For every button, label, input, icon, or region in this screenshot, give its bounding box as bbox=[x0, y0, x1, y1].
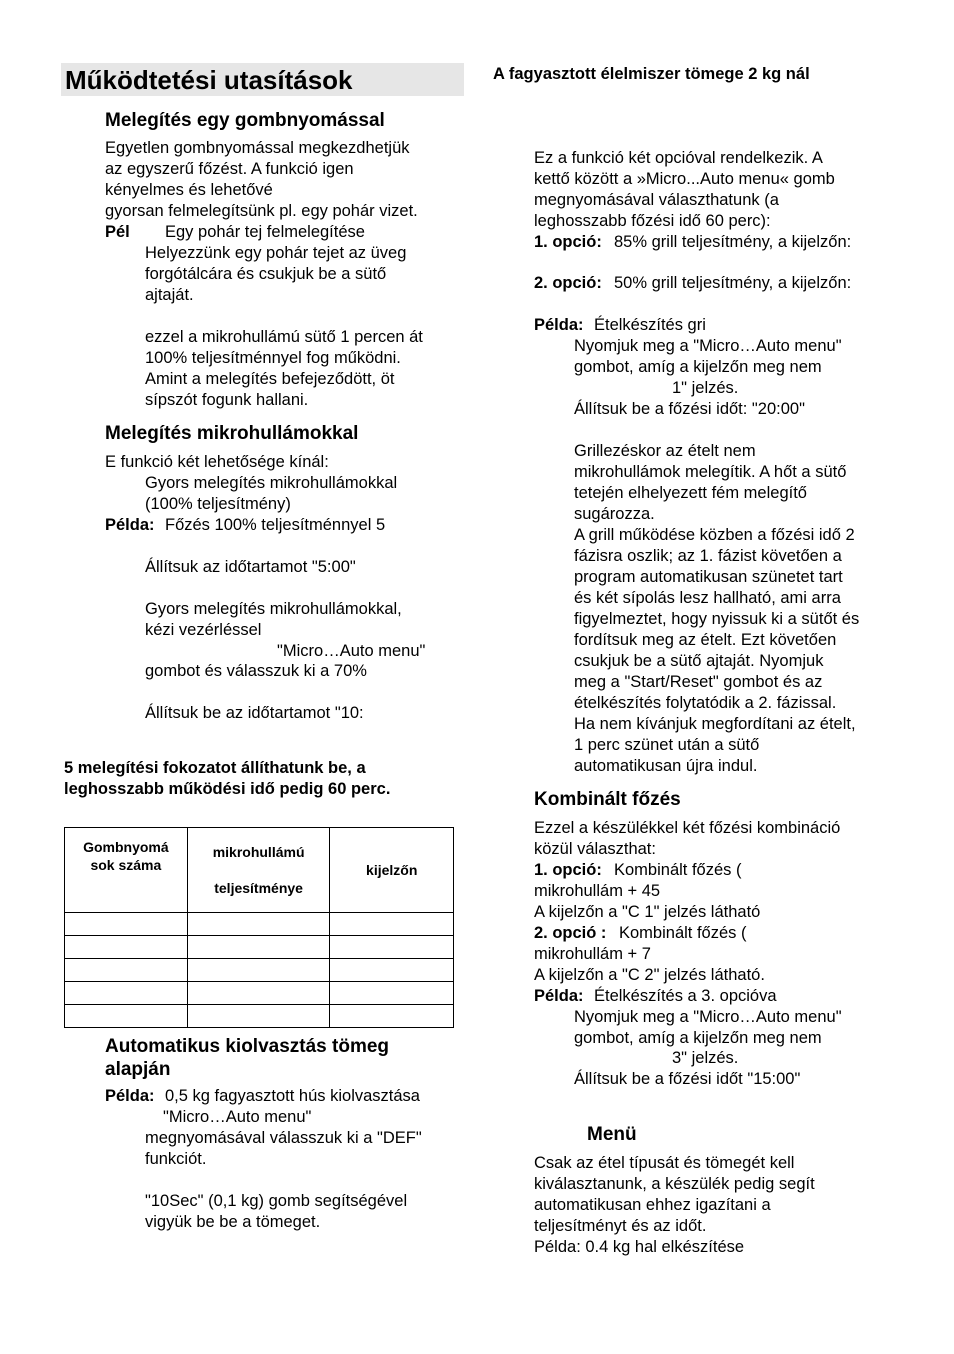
table-row bbox=[65, 959, 454, 982]
paragraph-line: 100% teljesítménnyel fog működni. bbox=[145, 349, 401, 367]
paragraph-line: funkciót. bbox=[145, 1150, 207, 1168]
paragraph-line: Csak az étel típusát és tömegét kell bbox=[534, 1154, 795, 1172]
paragraph-line: tetején elhelyezett fém melegítő bbox=[574, 484, 807, 502]
paragraph-line: teljesítményt és az időt. bbox=[534, 1217, 707, 1235]
table-header-line: sok száma bbox=[90, 857, 162, 873]
paragraph-line: gyorsan felmelegítsünk pl. egy pohár vizet. bbox=[105, 202, 418, 220]
paragraph-line: Helyezzünk egy pohár tejet az üveg bbox=[145, 244, 407, 262]
option-label: 2. opció: bbox=[534, 274, 602, 292]
paragraph-line: automatikusan ehhez igazítani a bbox=[534, 1196, 771, 1214]
paragraph-line: közül választhat: bbox=[534, 840, 656, 858]
top-note: A fagyasztott élelmiszer tömege 2 kg nál bbox=[493, 65, 810, 83]
example-label: Pél bbox=[105, 223, 130, 241]
table-row bbox=[65, 982, 454, 1005]
table-cell bbox=[187, 913, 330, 936]
paragraph-line: mikrohullámok melegítik. A hőt a sütő bbox=[574, 463, 847, 481]
page-title: Működtetési utasítások bbox=[65, 65, 353, 95]
example-text: Ételkészítés gri bbox=[594, 316, 706, 334]
paragraph-line: 1 perc szünet után a sütő bbox=[574, 736, 760, 754]
table-cell bbox=[187, 936, 330, 959]
table-header-line: teljesítménye bbox=[214, 880, 303, 896]
table-header: kijelzőn bbox=[330, 828, 454, 913]
power-level-table bbox=[64, 827, 454, 1028]
paragraph-line: gombot, amíg a kijelzőn meg nem bbox=[574, 1029, 822, 1047]
table-header bbox=[65, 828, 188, 913]
table-cell bbox=[65, 982, 188, 1005]
paragraph-line: forgótálcára és csukjuk be a sütő bbox=[145, 265, 387, 283]
table-cell bbox=[65, 936, 188, 959]
example-text: Ételkészítés a 3. opcióva bbox=[594, 987, 777, 1005]
table-cell bbox=[330, 982, 454, 1005]
paragraph-line: megnyomásával válasszuk ki a "DEF" bbox=[145, 1129, 422, 1147]
table-cell bbox=[187, 1005, 330, 1028]
option-text: Kombinált főzés ( bbox=[619, 924, 747, 942]
paragraph-line: program automatikusan szünetet tart bbox=[574, 568, 843, 586]
table-row bbox=[65, 1005, 454, 1028]
table-cell bbox=[330, 913, 454, 936]
section-heading-menu: Menü bbox=[587, 1124, 637, 1145]
section-heading-combo: Kombinált főzés bbox=[534, 789, 681, 810]
paragraph-line: kiválasztanunk, a készülék pedig segít bbox=[534, 1175, 815, 1193]
table-cell bbox=[187, 982, 330, 1005]
table-header-line: Gombnyomá bbox=[83, 839, 169, 855]
paragraph-line: vigyük be be a tömeget. bbox=[145, 1213, 321, 1231]
paragraph-line: sípszót fogunk hallani. bbox=[145, 391, 309, 409]
paragraph-line: Amint a melegítés befejeződött, öt bbox=[145, 370, 395, 388]
example-label: Példa: bbox=[534, 987, 584, 1005]
table-header bbox=[187, 828, 330, 913]
paragraph-line: mikrohullám + 7 bbox=[534, 945, 651, 963]
paragraph-line: gombot és válasszuk ki a 70% bbox=[145, 662, 367, 680]
paragraph-line: ajtaját. bbox=[145, 286, 194, 304]
option-text: 85% grill teljesítmény, a kijelzőn: bbox=[614, 233, 852, 251]
paragraph-line: 3" jelzés. bbox=[672, 1049, 739, 1067]
paragraph-line: Ha nem kívánjuk megfordítani az ételt, bbox=[574, 715, 856, 733]
paragraph-line: ezzel a mikrohullámú sütő 1 percen át bbox=[145, 328, 423, 346]
paragraph-line: Állítsuk be a főzési időt: "20:00" bbox=[574, 400, 805, 418]
example-label: Példa: bbox=[534, 316, 584, 334]
example-text: 0,5 kg fagyasztott hús kiolvasztása bbox=[165, 1087, 420, 1105]
paragraph-line: Állítsuk be az időtartamot "10: bbox=[145, 704, 364, 722]
paragraph-line: Grillezéskor az ételt nem bbox=[574, 442, 756, 460]
paragraph-line: és két sípolás lesz hallható, ami arra bbox=[574, 589, 841, 607]
paragraph-line: Nyomjuk meg a "Micro…Auto menu" bbox=[574, 337, 842, 355]
paragraph-line: "10Sec" (0,1 kg) gomb segítségével bbox=[145, 1192, 408, 1210]
table-cell bbox=[65, 959, 188, 982]
table-row bbox=[65, 936, 454, 959]
bold-note-line: 5 melegítési fokozatot állíthatunk be, a bbox=[64, 759, 366, 777]
table-cell bbox=[330, 1005, 454, 1028]
option-text: Kombinált főzés ( bbox=[614, 861, 742, 879]
paragraph-line: sugározza. bbox=[574, 505, 655, 523]
table-cell bbox=[330, 959, 454, 982]
paragraph-line: Nyomjuk meg a "Micro…Auto menu" bbox=[574, 1008, 842, 1026]
paragraph-line: A kijelzőn a "C 1" jelzés látható bbox=[534, 903, 761, 921]
example-text: Egy pohár tej felmelegítése bbox=[165, 223, 365, 241]
example-label: Példa: bbox=[105, 516, 155, 534]
paragraph-line: Gyors melegítés mikrohullámokkal bbox=[145, 474, 398, 492]
table-row bbox=[65, 913, 454, 936]
paragraph-line: A kijelzőn a "C 2" jelzés látható. bbox=[534, 966, 765, 984]
paragraph-line: Példa: 0.4 kg hal elkészítése bbox=[534, 1238, 745, 1256]
table-cell bbox=[65, 1005, 188, 1028]
paragraph-line: "Micro…Auto menu" bbox=[277, 642, 426, 660]
paragraph-line: megnyomásával választhatunk (a bbox=[534, 191, 779, 209]
paragraph-line: Egyetlen gombnyomással megkezdhetjük bbox=[105, 139, 410, 157]
paragraph-line: automatikusan újra indul. bbox=[574, 757, 758, 775]
paragraph-line: Állítsuk az időtartamot "5:00" bbox=[145, 558, 356, 576]
paragraph-line: kézi vezérléssel bbox=[145, 621, 262, 639]
paragraph-line: Gyors melegítés mikrohullámokkal, bbox=[145, 600, 402, 618]
table-header-line: mikrohullámú bbox=[212, 844, 305, 860]
paragraph-line: gombot, amíg a kijelzőn meg nem bbox=[574, 358, 822, 376]
paragraph-line: Ezzel a készülékkel két főzési kombináció bbox=[534, 819, 841, 837]
paragraph-line: Állítsuk be a főzési időt "15:00" bbox=[574, 1070, 801, 1088]
option-label: 1. opció: bbox=[534, 233, 602, 251]
paragraph-line: csukjuk be a sütő ajtaját. Nyomjuk bbox=[574, 652, 824, 670]
section-heading-defrost: Automatikus kiolvasztás tömeg bbox=[105, 1036, 390, 1057]
paragraph-line: (100% teljesítmény) bbox=[145, 495, 291, 513]
paragraph-line: figyelmeztet, hogy nyissuk ki a sütőt és bbox=[574, 610, 860, 628]
paragraph-line: meg a "Start/Reset" gombot és az bbox=[574, 673, 823, 691]
option-label: 1. opció: bbox=[534, 861, 602, 879]
paragraph-line: A grill működése közben a főzési idő 2 bbox=[574, 526, 855, 544]
paragraph-line: "Micro…Auto menu" bbox=[163, 1108, 312, 1126]
paragraph-line: az egyszerű főzést. A funkció igen bbox=[105, 160, 354, 178]
section-heading-one-touch: Melegítés egy gombnyomással bbox=[105, 110, 385, 131]
section-heading-defrost-cont: alapján bbox=[105, 1059, 171, 1080]
paragraph-line: mikrohullám + 45 bbox=[534, 882, 661, 900]
paragraph-line: 1" jelzés. bbox=[672, 379, 739, 397]
paragraph-line: leghosszabb főzési idő 60 perc): bbox=[534, 212, 771, 230]
paragraph-line: fordítsuk meg az ételt. Ezt követően bbox=[574, 631, 837, 649]
table-header-row bbox=[65, 828, 454, 913]
table-cell bbox=[187, 959, 330, 982]
paragraph-line: ételkészítés folytatódik a 2. fázissal. bbox=[574, 694, 837, 712]
table-cell bbox=[330, 936, 454, 959]
example-label: Példa: bbox=[105, 1087, 155, 1105]
option-label: 2. opció : bbox=[534, 924, 607, 942]
bold-note-line: leghosszabb működési idő pedig 60 perc. bbox=[64, 780, 391, 798]
paragraph-line: fázisra oszlik; az 1. fázist követően a bbox=[574, 547, 842, 565]
example-text: Főzés 100% teljesítménnyel 5 bbox=[165, 516, 386, 534]
section-heading-microwave: Melegítés mikrohullámokkal bbox=[105, 423, 359, 444]
paragraph-line: Ez a funkció két opcióval rendelkezik. A bbox=[534, 149, 823, 167]
paragraph-line: E funkció két lehetősége kínál: bbox=[105, 453, 329, 471]
paragraph-line: kényelmes és lehetővé bbox=[105, 181, 273, 199]
table-cell bbox=[65, 913, 188, 936]
option-text: 50% grill teljesítmény, a kijelzőn: bbox=[614, 274, 852, 292]
paragraph-line: kettő között a »Micro...Auto menu« gomb bbox=[534, 170, 835, 188]
